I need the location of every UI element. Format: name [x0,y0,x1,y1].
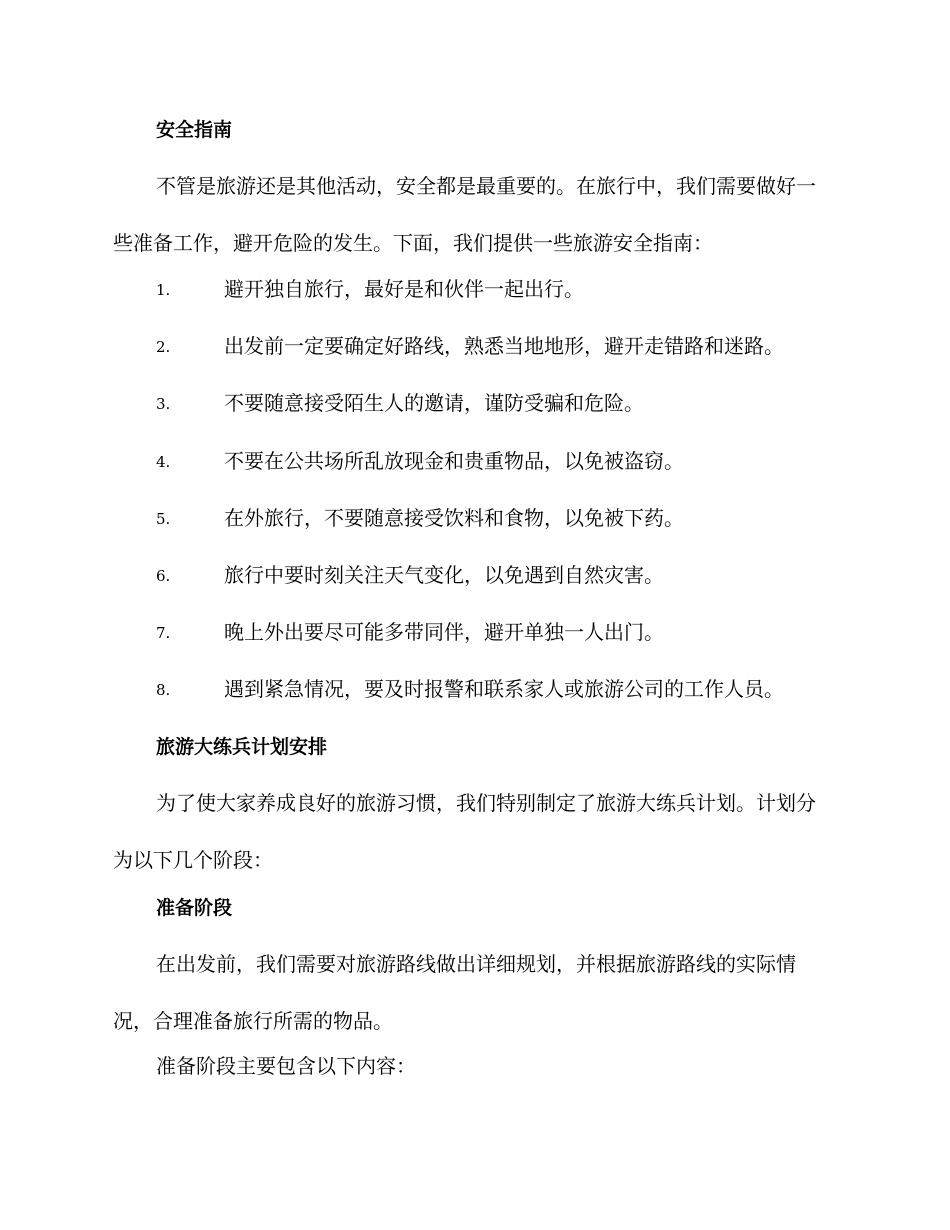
prep-contents-lead: 准备阶段主要包含以下内容： [156,1054,416,1078]
list-item-number: 8. [156,681,171,699]
plan-heading: 旅游大练兵计划安排 [156,736,328,758]
list-item-text: 在外旅行，不要随意接受饮料和食物，以免被下药。 [224,506,684,530]
prep-intro-paragraph: 在出发前，我们需要对旅游路线做出详细规划，并根据旅游路线的实际情况，合理准备旅行所需的物品。 [113,952,796,1033]
list-item [113,391,833,415]
list-item-number: 5. [156,510,171,528]
plan-intro-paragraph: 为了使大家养成良好的旅游习惯，我们特别制定了旅游大练兵计划。计划分为以下几个阶段： [113,791,816,872]
list-item-number: 1. [156,281,171,299]
list-item-number: 7. [156,624,171,642]
list-item-number: 3. [156,395,171,413]
list-item-text: 出发前一定要确定好路线，熟悉当地地形，避开走错路和迷路。 [224,334,784,358]
list-item-text: 不要在公共场所乱放现金和贵重物品，以免被盗窃。 [224,449,684,473]
list-item-number: 6. [156,567,171,585]
list-item [113,563,833,587]
list-item-number: 4. [156,453,171,471]
list-item-text: 晚上外出要尽可能多带同伴，避开单独一人出门。 [224,620,664,644]
prep-heading: 准备阶段 [156,897,233,919]
list-item-number: 2. [156,338,171,356]
list-item [113,334,833,358]
list-item-text: 不要随意接受陌生人的邀请，谨防受骗和危险。 [224,391,644,415]
list-item [113,277,833,301]
list-item [113,677,833,701]
safety-heading: 安全指南 [156,119,233,141]
list-item-text: 避开独自旅行，最好是和伙伴一起出行。 [224,277,584,301]
list-item [113,506,833,530]
list-item [113,620,833,644]
list-item [113,449,833,473]
list-item-text: 遇到紧急情况，要及时报警和联系家人或旅游公司的工作人员。 [224,677,784,701]
safety-intro-paragraph: 不管是旅游还是其他活动，安全都是最重要的。在旅行中，我们需要做好一些准备工作，避开危险的发生。下面，我们提供一些旅游安全指南： [113,174,816,255]
list-item-text: 旅行中要时刻关注天气变化，以免遇到自然灾害。 [224,563,664,587]
